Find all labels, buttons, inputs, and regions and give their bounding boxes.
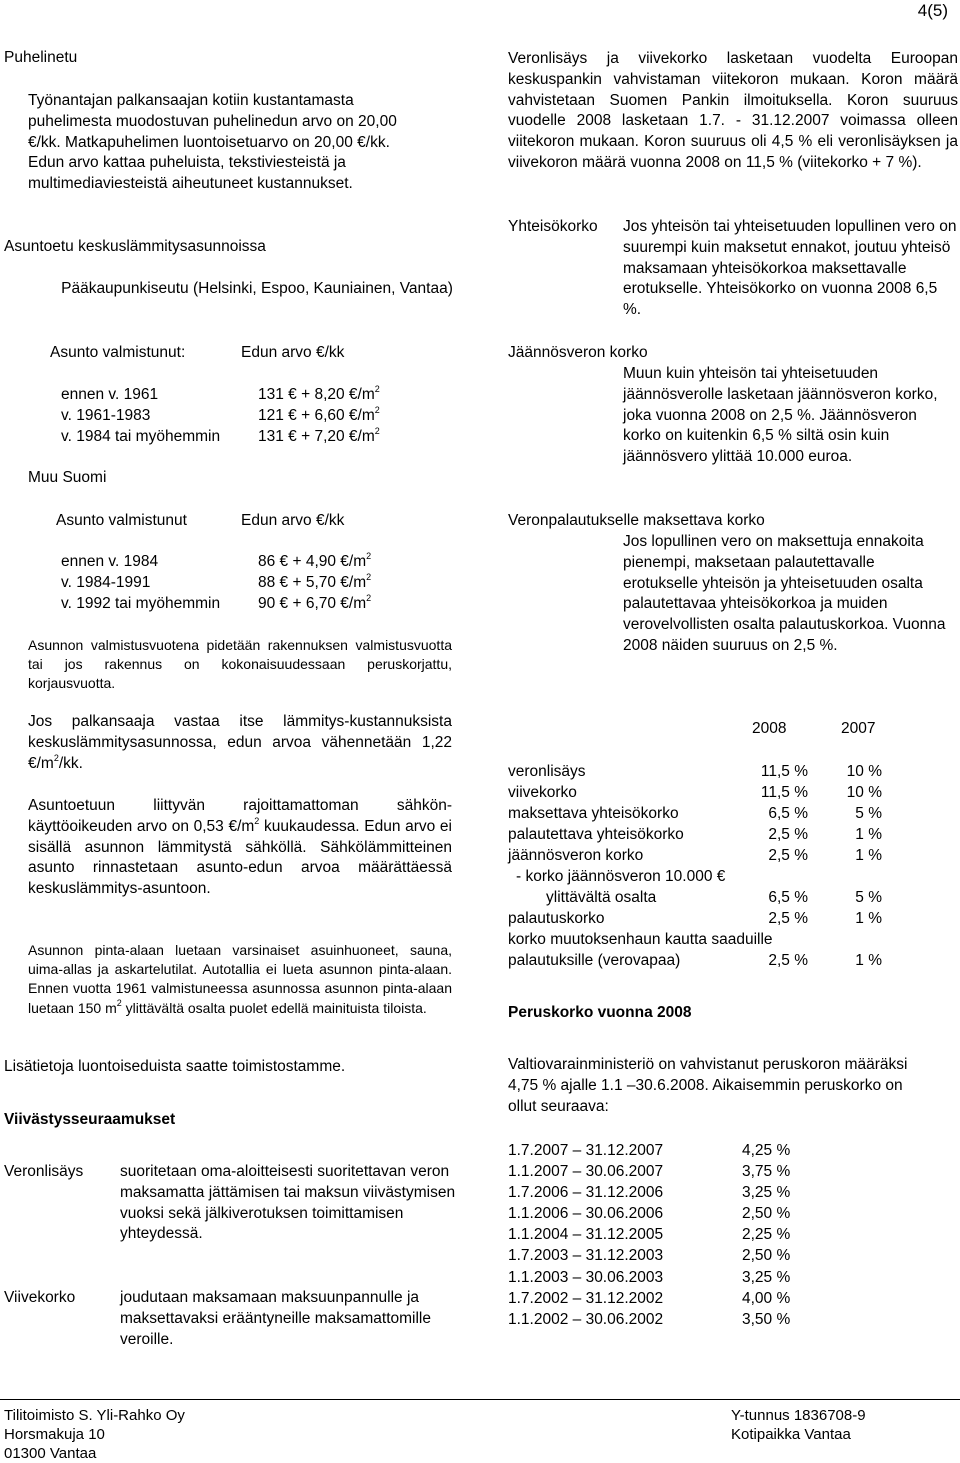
table-row-value: 86 € + 4,90 $€/m^2$	[258, 551, 372, 570]
table-row-value: 121 € + 6,60 $€/m^2$	[258, 405, 380, 424]
rate: 3,75 %	[742, 1163, 791, 1180]
street-address: Horsmakuja 10	[4, 1426, 105, 1443]
rate-2007: 10 %	[846, 763, 882, 780]
peruskorko-heading: Peruskorko vuonna 2008	[508, 1004, 692, 1021]
rate: 2,50 %	[742, 1205, 791, 1222]
yhteisokorko-term: Yhteisökorko	[508, 218, 598, 235]
rate-label: maksettava yhteisökorko	[508, 805, 679, 822]
jaannosveron-heading: Jäännösveron korko	[508, 344, 648, 361]
rate: 3,50 %	[742, 1311, 791, 1328]
peruskorko-paragraph: Valtiovarainministeriö on vahvistanut peruskoron määräksi 4,75 % ajalle 1.1 –30.6.2008. Aikaisemmin peruskorko on ollut seuraava:	[508, 1056, 908, 1115]
asuntoetu-heading: Asuntoetu keskuslämmitysasunnoissa	[4, 238, 266, 255]
rate-2008: 2,5 %	[768, 826, 808, 843]
rate-label: korko muutoksenhaun kautta saaduille	[508, 931, 773, 948]
puhelinetu-body: Työnantajan palkansaajan kotiin kustantamasta puhelimesta muodostuvan puhelinedun arvo on 20,00 €/kk. Matkapuhelimen luontoisetuarvo on 20,00 €/kk. Edun arvo kattaa puheluista, tekstiviesteistä ja multimediaviesteistä aiheutuneet kustannukset.	[28, 92, 397, 193]
yhteisokorko-definition: Jos yhteisön tai yhteisetuuden lopullinen vero on suurempi kuin maksetut ennakot, joutuu yhteisö maksamaan yhteisökorkoa maksettavalle erotukselle. Yhteisökorko on vuonna 2008 6,5 %.	[623, 218, 957, 319]
rate-2007: 1 %	[855, 847, 882, 864]
rate: 4,25 %	[742, 1142, 791, 1159]
floor-area-paragraph: Asunnon pinta-alaan luetaan varsinaiset asuinhuoneet, sauna, uima-allas ja askartelutilat. Autotallia ei lueta asunnon pinta-alaan. Ennen vuotta 1961 valmistuneessa asunnossa asunnon pinta-alaan luetaan 150 $m^2$ ylittävältä osalta puolet edellä mainituista tiloista.	[28, 942, 452, 1016]
table-row-period: ennen v. 1984	[61, 553, 159, 570]
footer-divider	[0, 1399, 960, 1400]
rate-2007: 5 %	[855, 805, 882, 822]
rate-2007: 1 %	[855, 952, 882, 969]
rate: 2,50 %	[742, 1247, 791, 1264]
table-row-period: ennen v. 1961	[61, 386, 159, 403]
capital-area-label: Pääkaupunkiseutu (Helsinki, Espoo, Kauniainen, Vantaa)	[61, 280, 453, 297]
period: 1.7.2002 – 31.12.2002	[508, 1290, 664, 1307]
rate-label: veronlisäys	[508, 763, 586, 780]
rate: 3,25 %	[742, 1184, 791, 1201]
table-header-value: Edun arvo €/kk	[241, 512, 345, 529]
rate-label: palautuksille (verovapaa)	[508, 952, 681, 969]
rate-2008: 11,5 %	[760, 763, 808, 780]
viivekorko-term: Viivekorko	[4, 1289, 76, 1306]
puhelinetu-heading: Puhelinetu	[4, 49, 78, 66]
rate: 4,00 %	[742, 1290, 791, 1307]
period: 1.1.2003 – 30.06.2003	[508, 1269, 664, 1286]
table-header-completed: Asunto valmistunut	[56, 512, 187, 529]
rate-2007: 5 %	[855, 889, 882, 906]
rate-2007: 10 %	[846, 784, 882, 801]
rate: 2,25 %	[742, 1226, 791, 1243]
viivastys-heading: Viivästysseuraamukset	[4, 1111, 176, 1128]
rate-2008: 2,5 %	[768, 952, 808, 969]
business-id: Y-tunnus 1836708-9	[731, 1407, 866, 1424]
table-row-value: 90 € + 6,70 $€/m^2$	[258, 593, 372, 612]
year-header-2008: 2008	[752, 720, 787, 737]
electricity-paragraph: Asuntoetuun liittyvän rajoittamattoman sähkön-käyttöoikeuden arvo on 0,53 $€/m^2$ kuukaudessa. Edun arvo ei sisällä asunnon lämmitystä sähköllä. Sähkölämmitteinen asunto rinnastetaan asunto-edun arvoa määrättäessä keskuslämmitys-asuntoon.	[28, 797, 452, 898]
period: 1.7.2006 – 31.12.2006	[508, 1184, 664, 1201]
period: 1.1.2007 – 30.06.2007	[508, 1163, 664, 1180]
heating-paragraph: Jos palkansaaja vastaa itse lämmitys-kustannuksista keskuslämmitysasunnossa, edun arvoa vähennetään 1,22 $€/m^2/kk$.	[28, 713, 452, 772]
rate-2008: 6,5 %	[768, 805, 808, 822]
veronlisays-definition: suoritetaan oma-aloitteisesti suoritettavan veron maksamatta jättämisen tai maksun viivästymisen vuoksi sekä jälkiverotuksen toimittamisen yhteydessä.	[120, 1163, 456, 1243]
period: 1.1.2004 – 31.12.2005	[508, 1226, 664, 1243]
veronlisays-term: Veronlisäys	[4, 1163, 84, 1180]
postal-city: 01300 Vantaa	[4, 1445, 97, 1462]
table-header-value: Edun arvo €/kk	[241, 344, 345, 361]
rate-2008: 2,5 %	[768, 910, 808, 927]
rate-label: jäännösveron korko	[508, 847, 644, 864]
viivekorko-definition: joudutaan maksamaan maksuunpannulle ja maksettavaksi erääntyneille maksamattomille veroille.	[120, 1289, 431, 1348]
period: 1.7.2003 – 31.12.2003	[508, 1247, 664, 1264]
table-row-period: v. 1984-1991	[61, 574, 151, 591]
table-row-period: v. 1984 tai myöhemmin	[61, 428, 221, 445]
more-info-text: Lisätietoja luontoiseduista saatte toimistostamme.	[4, 1058, 346, 1075]
table-row-period: v. 1992 tai myöhemmin	[61, 595, 221, 612]
rate-2007: 1 %	[855, 826, 882, 843]
rate-label: palautuskorko	[508, 910, 605, 927]
veronlisays-paragraph: Veronlisäys ja viivekorko lasketaan vuodelta Euroopan keskuspankin vahvistaman viitekoron mukaan. Koron määrä vahvistetaan Suomen Pankin ilmoituksella. Koron suuruus vuodelle 2008 lasketaan 1.7. - 31.12.2007 voimassa olleen viitekoron mukaan. Koron suuruus oli 4,5 % eli veronlisäyksen ja viivekoron määrä vuonna 2008 on 11,5 % (viitekorko + 7 %).	[508, 50, 958, 171]
rate-2008: 6,5 %	[768, 889, 808, 906]
year-header-2007: 2007	[841, 720, 876, 737]
period: 1.1.2006 – 30.06.2006	[508, 1205, 664, 1222]
page-number: 4(5)	[917, 1, 948, 20]
rate-label: - korko jäännösveron 10.000 €	[516, 868, 726, 885]
footer-right	[731, 1406, 866, 1444]
jaannosveron-definition: Muun kuin yhteisön tai yhteisetuuden jäännösverolle lasketaan jäännösveron korko, joka vuonna 2008 on 2,5 %. Jäännösveron korko on kuitenkin 6,5 % siltä osin kuin jäännösvero ylittää 10.000 euroa.	[623, 365, 938, 466]
completion-year-note: Asunnon valmistusvuotena pidetään rakennuksen valmistusvuotta tai jos rakennus on kokonaisuudessaan peruskorjattu, korjausvuotta.	[28, 637, 452, 692]
period: 1.1.2002 – 30.06.2002	[508, 1311, 664, 1328]
veronpalautus-definition: Jos lopullinen vero on maksettuja ennakoita pienempi, maksetaan palautettavalle erotukselle yhteisön ja yhteisetuuden osalta palautettavaa yhteisökorkoa ja muiden verovelvollisten osalta palautuskorkoa. Vuonna 2008 näiden suuruus on 2,5 %.	[623, 533, 946, 654]
rate-2007: 1 %	[855, 910, 882, 927]
rate-label: ylittävältä osalta	[546, 889, 657, 906]
other-finland-label: Muu Suomi	[28, 469, 107, 486]
company-name: Tilitoimisto S. Yli-Rahko Oy	[4, 1407, 185, 1424]
rate-label: palautettava yhteisökorko	[508, 826, 684, 843]
table-row-value: 131 € + 8,20 $€/m^2$	[258, 384, 380, 403]
rate-label: viivekorko	[508, 784, 577, 801]
footer-left	[4, 1406, 185, 1463]
veronpalautus-heading: Veronpalautukselle maksettava korko	[508, 512, 765, 529]
table-row-period: v. 1961-1983	[61, 407, 151, 424]
domicile: Kotipaikka Vantaa	[731, 1426, 851, 1443]
table-header-completed: Asunto valmistunut:	[50, 344, 186, 361]
rate-2008: 11,5 %	[760, 784, 808, 801]
rate: 3,25 %	[742, 1269, 791, 1286]
table-row-value: 131 € + 7,20 $€/m^2$	[258, 426, 380, 445]
period: 1.7.2007 – 31.12.2007	[508, 1142, 664, 1159]
rate-2008: 2,5 %	[768, 847, 808, 864]
table-row-value: 88 € + 5,70 $€/m^2$	[258, 572, 372, 591]
